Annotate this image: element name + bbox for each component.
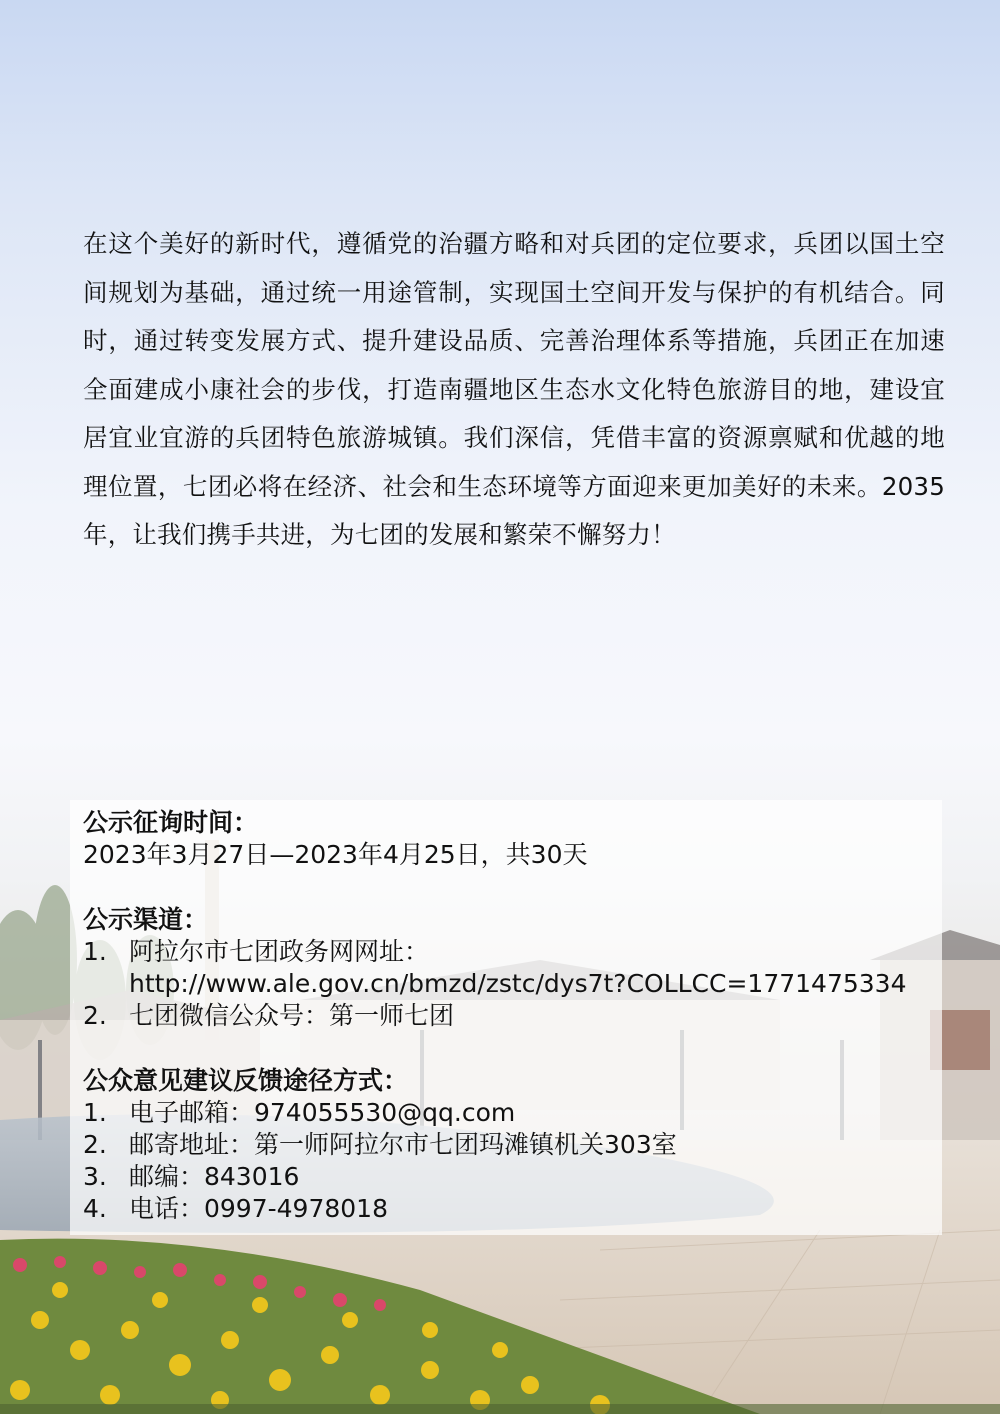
- list-item-text: 阿拉尔市七团政务网网址：: [129, 937, 430, 966]
- list-item: [83, 936, 933, 1000]
- postcode-text: 邮编：843016: [129, 1162, 300, 1191]
- list-item-number: 1.: [83, 1098, 107, 1127]
- feedback-list: [83, 1097, 933, 1225]
- channels-list: [83, 936, 933, 1032]
- feedback-section: [83, 1065, 933, 1225]
- list-item-number: 1.: [83, 937, 107, 966]
- notice-panel: [70, 800, 942, 1235]
- list-item: [83, 1000, 933, 1032]
- list-item-number: 2.: [83, 1130, 107, 1159]
- list-item: [83, 1193, 933, 1225]
- list-item: [83, 1161, 933, 1193]
- list-item: [83, 1097, 933, 1129]
- email-text[interactable]: 电子邮箱：974055530@qq.com: [129, 1098, 516, 1127]
- period-heading: 公示征询时间：: [83, 808, 259, 837]
- list-item-number: 3.: [83, 1162, 107, 1191]
- address-text: 邮寄地址：第一师阿拉尔市七团玛滩镇机关303室: [129, 1130, 677, 1159]
- phone-text: 电话：0997-4978018: [129, 1194, 388, 1223]
- website-link[interactable]: http://www.ale.gov.cn/bmzd/zstc/dys7t?COLLCC=1771475334: [129, 969, 907, 998]
- channels-section: [83, 904, 933, 1032]
- feedback-heading: 公众意见建议反馈途径方式：: [83, 1066, 409, 1095]
- list-item-number: 2.: [83, 1001, 107, 1030]
- intro-paragraph: 在这个美好的新时代，遵循党的治疆方略和对兵团的定位要求，兵团以国土空间规划为基础，通过统一用途管制，实现国土空间开发与保护的有机结合。同时，通过转变发展方式、提升建设品质、完善治理体系等措施，兵团正在加速全面建成小康社会的步伐，打造南疆地区生态水文化特色旅游目的地，建设宜居宜业宜游的兵团特色旅游城镇。我们深信，凭借丰富的资源禀赋和优越的地理位置，七团必将在经济、社会和生态环境等方面迎来更加美好的未来。2035年，让我们携手共进，为七团的发展和繁荣不懈努力！: [83, 229, 945, 549]
- period-text: 2023年3月27日—2023年4月25日，共30天: [83, 840, 588, 869]
- list-item: [83, 1129, 933, 1161]
- period-section: [83, 807, 933, 871]
- list-item-number: 4.: [83, 1194, 107, 1223]
- channels-heading: 公示渠道：: [83, 905, 209, 934]
- list-item-text: 七团微信公众号：第一师七团: [129, 1001, 455, 1030]
